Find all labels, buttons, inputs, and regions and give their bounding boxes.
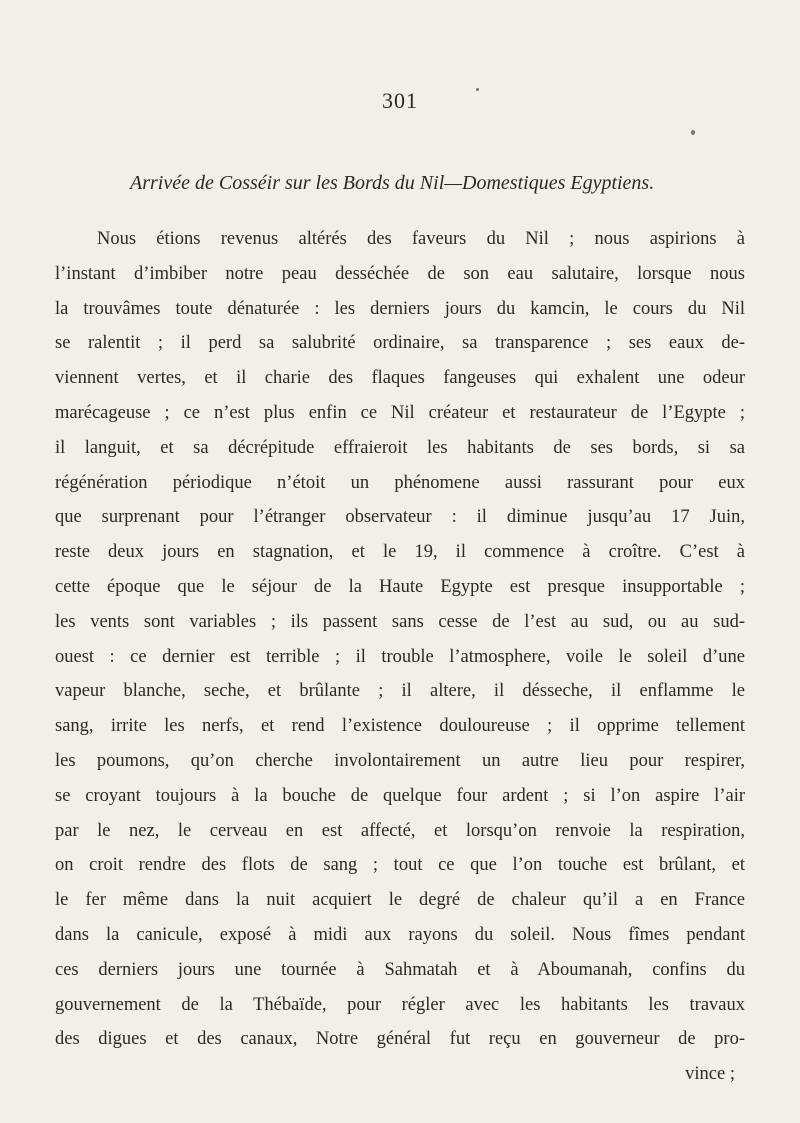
text-line: ouest : ce dernier est terrible ; il trouble l’atmosphere, voile le soleil d’une bbox=[55, 646, 745, 667]
text-line: la trouvâmes toute dénaturée : les derniers jours du kamcin, le cours du Nil bbox=[55, 298, 745, 319]
body-text bbox=[55, 222, 745, 1092]
ink-speck bbox=[476, 88, 479, 91]
text-line: cette époque que le séjour de la Haute Egypte est presque insupportable ; bbox=[55, 576, 745, 597]
text-line: les vents sont variables ; ils passent sans cesse de l’est au sud, ou au sud- bbox=[55, 611, 745, 632]
text-line: ces derniers jours une tournée à Sahmatah et à Aboumanah, confins du bbox=[55, 959, 745, 980]
text-line: sang, irrite les nerfs, et rend l’existence douloureuse ; il opprime tellement bbox=[55, 716, 745, 737]
text-line: se croyant toujours à la bouche de quelque four ardent ; si l’on aspire l’air bbox=[55, 785, 745, 806]
text-line: se ralentit ; il perd sa salubrité ordinaire, sa transparence ; ses eaux de- bbox=[55, 333, 745, 354]
text-line: dans la canicule, exposé à midi aux rayons du soleil. Nous fîmes pendant bbox=[55, 924, 745, 945]
text-line: vapeur blanche, seche, et brûlante ; il altere, il désseche, il enflamme le bbox=[55, 681, 745, 702]
text-line: le fer même dans la nuit acquiert le degré de chaleur qu’il a en France bbox=[55, 890, 745, 911]
text-line: les poumons, qu’on cherche involontairement un autre lieu pour respirer, bbox=[55, 750, 745, 771]
text-line: Nous étions revenus altérés des faveurs du Nil ; nous aspirions à bbox=[97, 229, 745, 249]
text-line: reste deux jours en stagnation, et le 19, il commence à croître. C’est à bbox=[55, 542, 745, 563]
text-line: il languit, et sa décrépitude effraieroit les habitants de ses bords, si sa bbox=[55, 437, 745, 458]
text-line: régénération périodique n’étoit un phénomene aussi rassurant pour eux bbox=[55, 472, 745, 493]
text-line: gouvernement de la Thébaïde, pour régler avec les habitants les travaux bbox=[55, 994, 745, 1015]
text-line: l’instant d’imbiber notre peau desséchée de son eau salutaire, lorsque nous bbox=[55, 263, 745, 284]
ink-speck bbox=[691, 130, 695, 135]
text-line: par le nez, le cerveau en est affecté, et lorsqu’on renvoie la respiration, bbox=[55, 820, 745, 841]
section-heading: Arrivée de Cosséir sur les Bords du Nil—Domestiques Egyptiens. bbox=[130, 172, 655, 194]
text-line: on croit rendre des flots de sang ; tout ce que l’on touche est brûlant, et bbox=[55, 855, 745, 876]
text-line: marécageuse ; ce n’est plus enfin ce Nil créateur et restaurateur de l’Egypte ; bbox=[55, 402, 745, 423]
text-line: des digues et des canaux, Notre général fut reçu en gouverneur de pro- bbox=[55, 1029, 745, 1050]
text-line: viennent vertes, et il charie des flaques fangeuses qui exhalent une odeur bbox=[55, 368, 745, 389]
page-number: 301 bbox=[382, 88, 418, 113]
text-line: que surprenant pour l’étranger observateur : il diminue jusqu’au 17 Juin, bbox=[55, 507, 745, 528]
catchword: vince ; bbox=[685, 1064, 735, 1085]
